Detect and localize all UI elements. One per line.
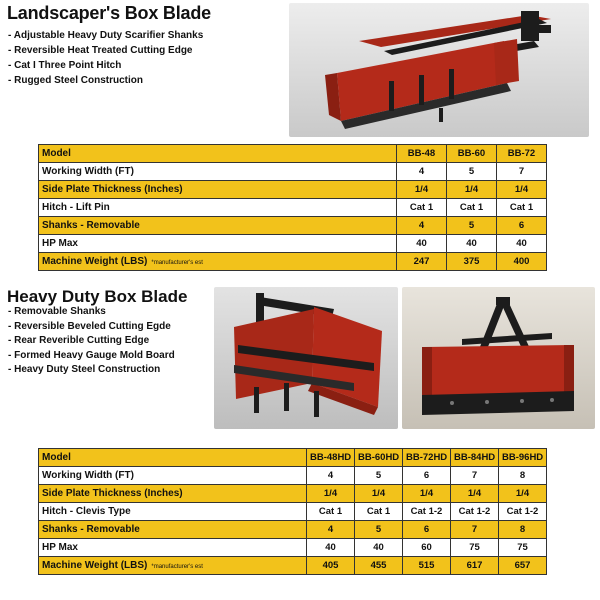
table-cell: 1/4 bbox=[451, 485, 499, 503]
table-cell: Cat 1-2 bbox=[499, 503, 547, 521]
table-cell: 405 bbox=[307, 557, 355, 575]
table-cell: 60 bbox=[403, 539, 451, 557]
heavy-duty-spec-table bbox=[38, 448, 547, 575]
table-row bbox=[39, 539, 547, 557]
feature-item: - Rear Reverible Cutting Edge bbox=[8, 334, 175, 349]
table-cell: 247 bbox=[397, 253, 447, 271]
feature-item: - Adjustable Heavy Duty Scarifier Shanks bbox=[8, 28, 203, 43]
feature-item: - Rugged Steel Construction bbox=[8, 73, 203, 88]
table-cell: 40 bbox=[307, 539, 355, 557]
feature-item: - Heavy Duty Steel Construction bbox=[8, 363, 175, 378]
table-cell: Cat 1-2 bbox=[403, 503, 451, 521]
table-row bbox=[39, 521, 547, 539]
table-row bbox=[39, 485, 547, 503]
table-cell: 7 bbox=[451, 467, 499, 485]
table-cell: 6 bbox=[403, 521, 451, 539]
table-cell: Cat 1 bbox=[497, 199, 547, 217]
table-row bbox=[39, 217, 547, 235]
row-label: Shanks - Removable bbox=[39, 217, 397, 235]
table-cell: 5 bbox=[447, 163, 497, 181]
table-cell: 400 bbox=[497, 253, 547, 271]
table-cell: 7 bbox=[451, 521, 499, 539]
feature-item: - Formed Heavy Gauge Mold Board bbox=[8, 349, 175, 364]
table-cell: 75 bbox=[451, 539, 499, 557]
table-cell: 1/4 bbox=[499, 485, 547, 503]
table-cell: 5 bbox=[447, 217, 497, 235]
section1-feature-list bbox=[8, 28, 203, 88]
model-header: BB-60HD bbox=[355, 449, 403, 467]
row-label: Hitch - Clevis Type bbox=[39, 503, 307, 521]
row-label: HP Max bbox=[39, 235, 397, 253]
model-header: BB-96HD bbox=[499, 449, 547, 467]
table-cell: 515 bbox=[403, 557, 451, 575]
model-header: BB-48 bbox=[397, 145, 447, 163]
table-cell: Cat 1 bbox=[397, 199, 447, 217]
table-cell: 40 bbox=[397, 235, 447, 253]
table-cell: 1/4 bbox=[403, 485, 451, 503]
table-cell: 617 bbox=[451, 557, 499, 575]
table-row bbox=[39, 235, 547, 253]
row-label: Working Width (FT) bbox=[39, 163, 397, 181]
section2-title: Heavy Duty Box Blade bbox=[7, 287, 188, 306]
row-label: HP Max bbox=[39, 539, 307, 557]
table-cell: 4 bbox=[397, 217, 447, 235]
table-cell: Cat 1 bbox=[447, 199, 497, 217]
table-cell: 7 bbox=[497, 163, 547, 181]
table-cell: 4 bbox=[307, 467, 355, 485]
table-cell: 5 bbox=[355, 467, 403, 485]
table-cell: 1/4 bbox=[447, 181, 497, 199]
table-cell: 75 bbox=[499, 539, 547, 557]
feature-item: - Reversible Heat Treated Cutting Edge bbox=[8, 43, 203, 58]
table-row bbox=[39, 253, 547, 271]
footnote: *manufacturer's est bbox=[151, 564, 203, 570]
model-header: BB-72HD bbox=[403, 449, 451, 467]
model-header: BB-84HD bbox=[451, 449, 499, 467]
table-cell: 375 bbox=[447, 253, 497, 271]
table-header-label: Model bbox=[39, 449, 307, 467]
landscaper-spec-table bbox=[38, 144, 547, 271]
table-cell: 1/4 bbox=[307, 485, 355, 503]
table-row bbox=[39, 557, 547, 575]
row-label: Shanks - Removable bbox=[39, 521, 307, 539]
row-label: Side Plate Thickness (Inches) bbox=[39, 181, 397, 199]
model-header: BB-48HD bbox=[307, 449, 355, 467]
model-header: BB-60 bbox=[447, 145, 497, 163]
table-row bbox=[39, 467, 547, 485]
row-label-text: Machine Weight (LBS) bbox=[42, 256, 148, 267]
model-header: BB-72 bbox=[497, 145, 547, 163]
heavy-duty-box-blade-photo-rear bbox=[402, 287, 595, 429]
table-row bbox=[39, 181, 547, 199]
table-cell: 5 bbox=[355, 521, 403, 539]
table-cell: 1/4 bbox=[497, 181, 547, 199]
table-cell: 455 bbox=[355, 557, 403, 575]
table-cell: Cat 1 bbox=[355, 503, 403, 521]
table-cell: 6 bbox=[403, 467, 451, 485]
row-label-text: Machine Weight (LBS) bbox=[42, 560, 148, 571]
table-row bbox=[39, 449, 547, 467]
heavy-duty-box-blade-photo-side bbox=[214, 287, 398, 429]
table-cell: 8 bbox=[499, 521, 547, 539]
row-label: Side Plate Thickness (Inches) bbox=[39, 485, 307, 503]
table-cell: 40 bbox=[355, 539, 403, 557]
table-cell: 4 bbox=[307, 521, 355, 539]
table-row bbox=[39, 199, 547, 217]
feature-item: - Cat I Three Point Hitch bbox=[8, 58, 203, 73]
table-row bbox=[39, 163, 547, 181]
table-row bbox=[39, 145, 547, 163]
table-cell: Cat 1-2 bbox=[451, 503, 499, 521]
table-cell: 657 bbox=[499, 557, 547, 575]
row-label bbox=[39, 557, 307, 575]
table-cell: Cat 1 bbox=[307, 503, 355, 521]
table-header-label: Model bbox=[39, 145, 397, 163]
row-label: Hitch - Lift Pin bbox=[39, 199, 397, 217]
landscaper-box-blade-photo bbox=[289, 3, 589, 137]
footnote: *manufacturer's est bbox=[151, 260, 203, 266]
feature-item: - Removable Shanks bbox=[8, 305, 175, 320]
table-cell: 1/4 bbox=[397, 181, 447, 199]
table-cell: 8 bbox=[499, 467, 547, 485]
section1-title: Landscaper's Box Blade bbox=[7, 3, 211, 23]
table-cell: 4 bbox=[397, 163, 447, 181]
table-cell: 6 bbox=[497, 217, 547, 235]
table-cell: 1/4 bbox=[355, 485, 403, 503]
table-cell: 40 bbox=[447, 235, 497, 253]
table-cell: 40 bbox=[497, 235, 547, 253]
row-label: Working Width (FT) bbox=[39, 467, 307, 485]
section2-feature-list bbox=[8, 305, 175, 378]
feature-item: - Reversible Beveled Cutting Egde bbox=[8, 320, 175, 335]
table-row bbox=[39, 503, 547, 521]
row-label bbox=[39, 253, 397, 271]
